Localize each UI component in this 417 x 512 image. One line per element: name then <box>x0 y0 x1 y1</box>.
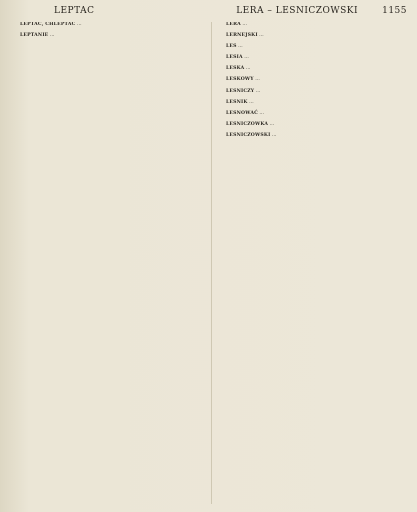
entry-text: … <box>244 55 249 61</box>
entry-text: … <box>49 33 55 39</box>
entry-headword: LESNOWAĆ <box>226 110 258 116</box>
header-center-title: LERA – LESNICZOWSKI <box>236 6 359 16</box>
dictionary-entry <box>220 100 407 106</box>
dictionary-entry <box>14 22 201 28</box>
dictionary-entry <box>220 33 407 39</box>
entry-text: … <box>259 33 264 39</box>
header-left-title: LEPTAC <box>54 6 95 16</box>
entry-headword: LEPTANIE <box>20 33 49 39</box>
dictionary-entry <box>220 111 407 117</box>
dictionary-entry <box>220 77 407 83</box>
entry-text: … <box>76 22 82 27</box>
dictionary-entry <box>220 55 407 61</box>
dictionary-entry <box>220 133 407 139</box>
right-column <box>211 22 407 504</box>
dictionary-entry <box>220 66 407 72</box>
dictionary-entry <box>14 33 201 39</box>
entry-text: … <box>255 77 260 83</box>
entry-headword: LERNEJSKI <box>226 33 258 39</box>
entry-text: … <box>238 44 243 50</box>
entry-headword: LESNICZOWSKI <box>226 132 271 138</box>
entry-text: … <box>249 99 254 105</box>
entry-text: … <box>259 110 264 116</box>
entry-text: … <box>271 132 277 138</box>
dictionary-entry <box>220 44 407 50</box>
entry-text: … <box>245 66 251 72</box>
entry-headword: LESIA <box>226 55 243 61</box>
entry-headword: LESKA <box>226 66 245 72</box>
entry-text: … <box>255 88 261 94</box>
entry-headword: LES <box>226 44 237 50</box>
entry-headword: LESKOWY <box>226 77 254 83</box>
left-column <box>14 22 201 504</box>
entry-text: … <box>242 22 247 27</box>
page-number: 1155 <box>382 6 407 16</box>
running-header <box>14 6 407 16</box>
dictionary-entry <box>220 122 407 128</box>
entry-headword: LESNIK <box>226 99 248 105</box>
entry-headword: LESNICZY <box>226 88 255 94</box>
entry-text: … <box>269 121 275 127</box>
entry-headword: LEPTAC, CHLEPTAĆ <box>20 22 76 27</box>
entry-headword: LERA <box>226 22 241 27</box>
entry-headword: LESNICZOWKA <box>226 121 269 127</box>
dictionary-entry <box>220 89 407 95</box>
dictionary-entry <box>220 22 407 28</box>
